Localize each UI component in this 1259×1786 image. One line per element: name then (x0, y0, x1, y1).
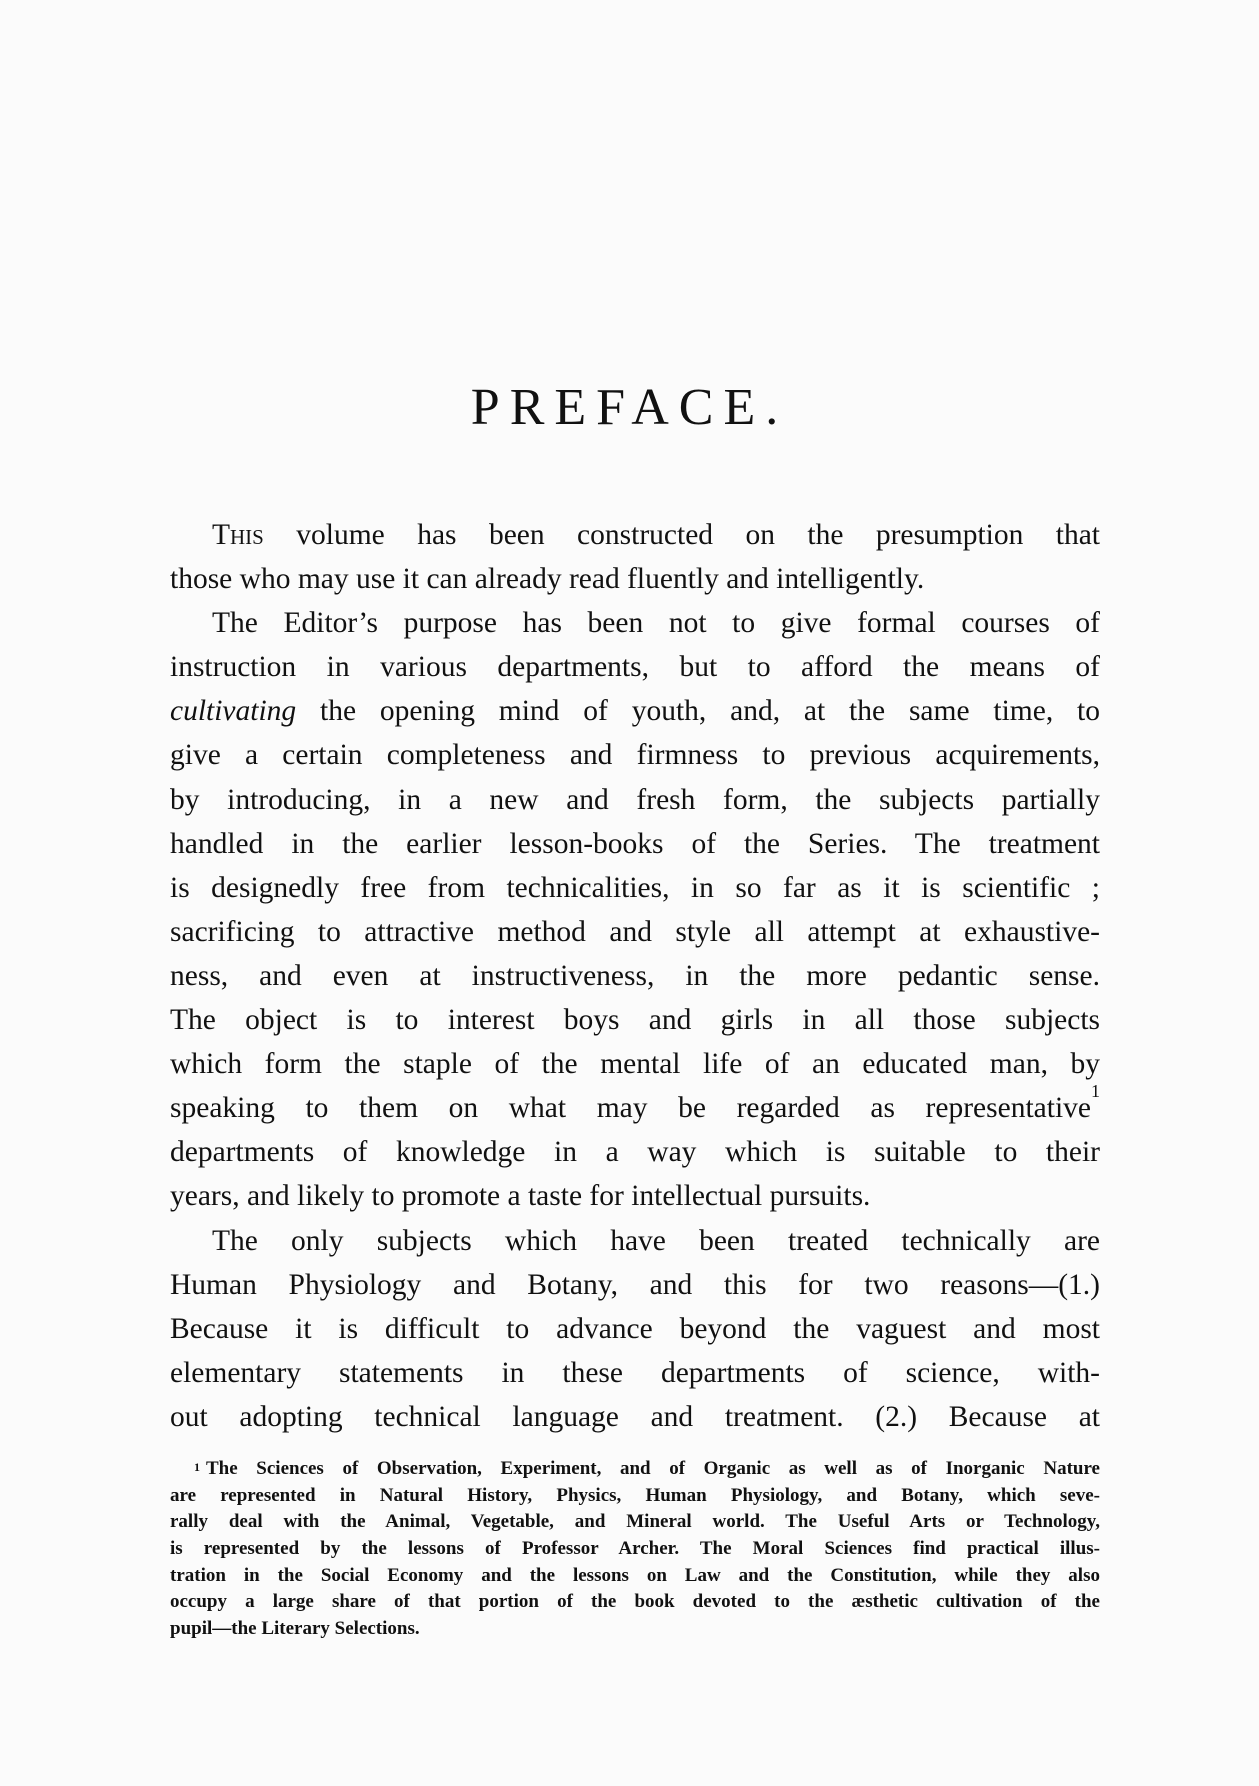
footnote-reference: 1 (1091, 1081, 1100, 1102)
line-text: instruction in various departments, but to afford the means of (170, 651, 1100, 684)
text-line (170, 1219, 1100, 1263)
line-text: sacrificing to attractive method and style all attempt at exhaustive- (170, 915, 1100, 948)
text-line (170, 822, 1100, 866)
footnote-line (170, 1509, 1100, 1536)
line-text: elementary statements in these departments of science, with- (170, 1356, 1100, 1389)
line-text: The object is to interest boys and girls in all those subjects (170, 1004, 1100, 1037)
text-line (170, 733, 1100, 777)
line-text: those who may use it can already read fluently and intelligently. (170, 563, 925, 596)
line-text: speaking to them on what may be regarded as representative (170, 1092, 1091, 1125)
footnote-line (170, 1483, 1100, 1510)
footnote-line (170, 1563, 1100, 1590)
text-line (170, 910, 1100, 954)
footnote-line (170, 1616, 1100, 1643)
text-line (170, 601, 1100, 645)
footnote-text: pupil—the Literary Selections. (170, 1618, 420, 1640)
preface-body (170, 513, 1100, 1439)
line-text: ness, and even at instructiveness, in the more pedantic sense. (170, 959, 1100, 992)
line-text: is designedly free from technicalities, in so far as it is scientific ; (170, 871, 1100, 904)
footnote-line (170, 1589, 1100, 1616)
line-text: The only subjects which have been treated technically are (212, 1224, 1100, 1257)
footnote-line (170, 1536, 1100, 1563)
line-text: handled in the earlier lesson-books of the Series. The treatment (170, 827, 1100, 860)
footnote-line (170, 1456, 1100, 1483)
text-line (170, 1081, 1100, 1130)
text-line (170, 1130, 1100, 1174)
text-line (170, 1042, 1100, 1086)
footnote-text: rally deal with the Animal, Vegetable, and Mineral world. The Useful Arts or Technology, (170, 1511, 1100, 1533)
text-line (170, 513, 1100, 557)
text-line (170, 645, 1100, 689)
page-title: PREFACE. (470, 379, 789, 436)
line-text: years, and likely to promote a taste for intellectual pursuits. (170, 1180, 871, 1213)
text-line (170, 1307, 1100, 1351)
footnote-text: tration in the Social Economy and the lessons on Law and the Constitution, while they also (170, 1564, 1100, 1586)
lead-word: This (212, 519, 264, 551)
text-line (170, 778, 1100, 822)
text-line (170, 557, 1100, 601)
footnote-text: The Sciences of Observation, Experiment, and of Organic as well as of Inorganic Nature (206, 1458, 1100, 1479)
italic-word: cultivating (170, 695, 297, 728)
line-text: The Editor’s purpose has been not to give formal courses of (212, 607, 1100, 640)
text-line (170, 866, 1100, 910)
footnote (170, 1456, 1100, 1643)
line-text: Human Physiology and Botany, and this for two reasons—(1.) (170, 1268, 1100, 1301)
text-line (170, 998, 1100, 1042)
line-text: give a certain completeness and firmness to previous acquirements, (170, 739, 1100, 772)
line-text: volume has been constructed on the presumption that (263, 519, 1100, 551)
line-text: Because it is difficult to advance beyond the vaguest and most (170, 1312, 1100, 1345)
text-line (170, 1351, 1100, 1395)
footnote-mark: 1 (194, 1460, 200, 1474)
paragraph-2 (170, 601, 1100, 1218)
footnote-text: occupy a large share of that portion of the book devoted to the æsthetic cultivation of the (170, 1591, 1100, 1613)
text-line (170, 1263, 1100, 1307)
line-text: out adopting technical language and treatment. (2.) Because at (170, 1400, 1100, 1433)
text-line (170, 1174, 1100, 1218)
line-text: by introducing, in a new and fresh form, the subjects partially (170, 783, 1100, 816)
text-line (170, 954, 1100, 998)
line-text: which form the staple of the mental life of an educated man, by (170, 1048, 1100, 1081)
footnote-text: is represented by the lessons of Professor Archer. The Moral Sciences find practical illus- (170, 1538, 1100, 1560)
text-line (170, 689, 1100, 733)
footnote-text: are represented in Natural History, Physics, Human Physiology, and Botany, which seve- (170, 1484, 1100, 1506)
text-line (170, 1395, 1100, 1439)
line-text: the opening mind of youth, and, at the same time, to (296, 695, 1100, 728)
line-text: departments of knowledge in a way which is suitable to their (170, 1136, 1100, 1169)
paragraph-1 (170, 513, 1100, 601)
paragraph-3 (170, 1219, 1100, 1439)
